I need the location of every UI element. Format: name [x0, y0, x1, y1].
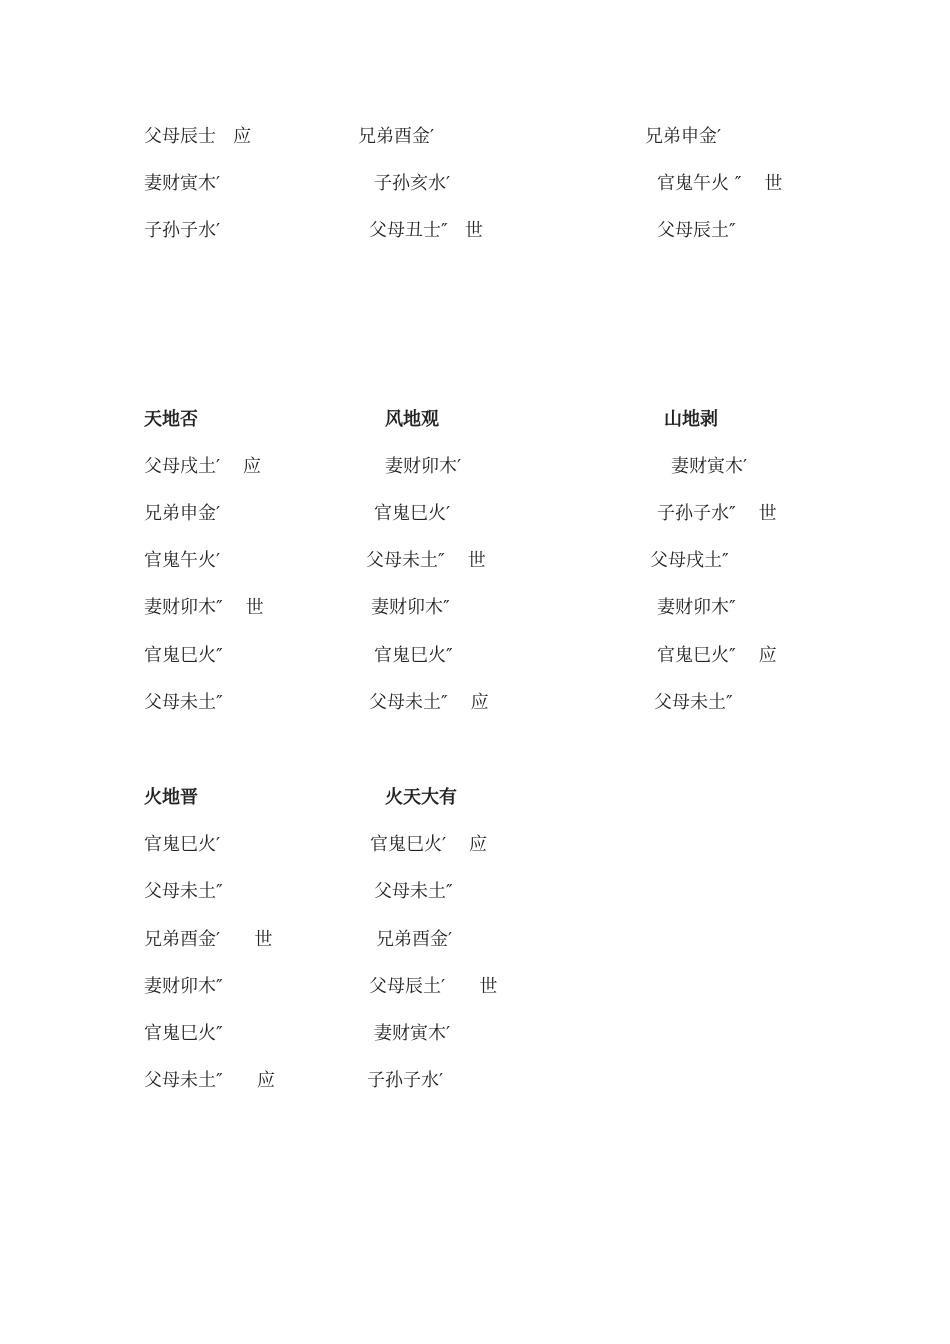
hexagram-title: 火天大有 [385, 787, 457, 808]
line-text: 父母未土″ 应 [369, 692, 489, 713]
line-text: 官鬼巳火″ [144, 1023, 223, 1044]
line-text: 父母戌土′ 应 [144, 456, 261, 477]
line-text: 妻财卯木′ [385, 456, 462, 477]
line-text: 妻财卯木″ [657, 597, 736, 618]
line-text: 父母未土″ [374, 881, 453, 902]
line-text: 妻财卯木″ [144, 976, 223, 997]
line-text: 兄弟申金′ [645, 126, 722, 147]
line-text: 兄弟酉金′ [376, 929, 453, 950]
line-text: 官鬼午火′ [144, 550, 221, 571]
line-text: 官鬼巳火″ 应 [657, 645, 777, 666]
line-text: 官鬼巳火′ 应 [370, 834, 487, 855]
line-text: 父母辰土″ [657, 220, 736, 241]
line-text: 官鬼巳火′ [374, 503, 451, 524]
line-text: 父母丑士″ 世 [369, 220, 483, 241]
hexagram-title: 风地观 [385, 409, 439, 430]
line-text: 官鬼巳火′ [144, 834, 221, 855]
line-text: 父母辰土′ 世 [369, 976, 498, 997]
line-text: 官鬼午火 ″ 世 [657, 173, 783, 194]
line-text: 兄弟申金′ [144, 503, 221, 524]
hexagram-title: 山地剥 [664, 409, 718, 430]
line-text: 官鬼巳火″ [374, 645, 453, 666]
hexagram-title: 火地晋 [144, 787, 198, 808]
line-text: 父母未土″ 世 [366, 550, 486, 571]
line-text: 妻财卯木″ 世 [144, 597, 264, 618]
line-text: 妻财卯木″ [371, 597, 450, 618]
line-text: 父母未土″ 应 [144, 1070, 276, 1091]
line-text: 妻财寅木′ [144, 173, 221, 194]
line-text: 父母未土″ [144, 881, 223, 902]
line-text: 兄弟酉金′ [358, 126, 435, 147]
line-text: 兄弟酉金′ 世 [144, 929, 273, 950]
line-text: 父母戌土″ [650, 550, 729, 571]
line-text: 妻财寅木′ [374, 1023, 451, 1044]
line-text: 父母未土″ [144, 692, 223, 713]
line-text: 子孙子水″ 世 [657, 503, 777, 524]
line-text: 官鬼巳火″ [144, 645, 223, 666]
line-text: 子孙子水′ [144, 220, 221, 241]
line-text: 子孙亥水′ [374, 173, 451, 194]
hexagram-title: 天地否 [144, 409, 198, 430]
line-text: 父母辰士 应 [144, 126, 252, 147]
line-text: 子孙子水′ [367, 1070, 444, 1091]
line-text: 妻财寅木′ [671, 456, 748, 477]
line-text: 父母未土″ [654, 692, 733, 713]
